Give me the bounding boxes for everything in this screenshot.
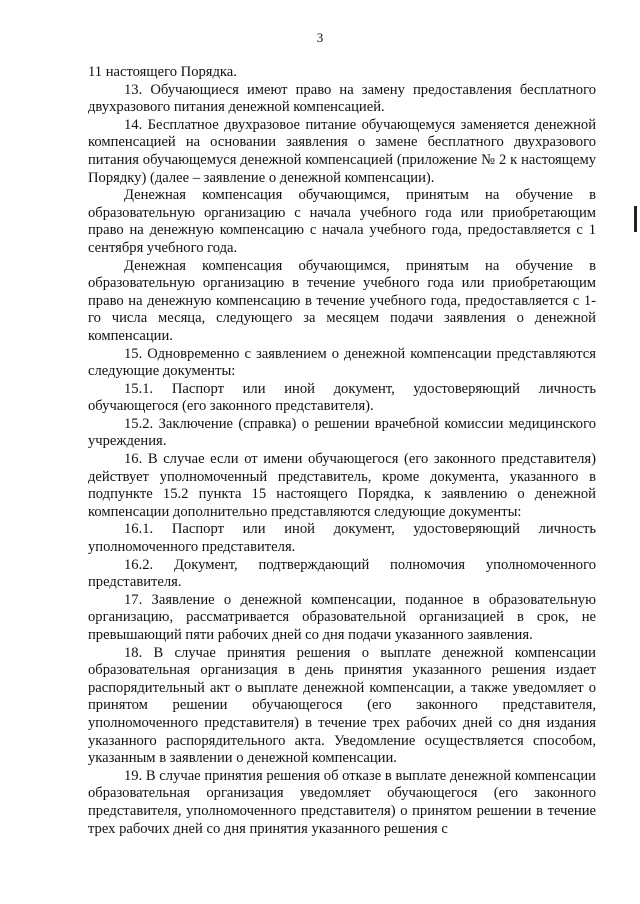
- paragraph-17: 17. Заявление о денежной компенсации, поданное в образовательную организацию, рассматривается образовательной организацией в срок, не превышающий пяти рабочих дней со дня подачи указанного заявления.: [88, 591, 596, 643]
- paragraph-18: 18. В случае принятия решения о выплате денежной компенсации образовательная организация в день принятия указанного решения издает распорядительный акт о выплате денежной компенсации, а также уведомляет о принятом решении обучающегося (его законного представителя, уполномоченного представителя) в течение трех рабочих дней со дня издания указанного распорядительного акта. Уведомление осуществляется способом, указанным в заявлении о денежной компенсации.: [88, 644, 596, 767]
- paragraph-13: 13. Обучающиеся имеют право на замену предоставления бесплатного двухразового питания денежной компенсацией.: [88, 81, 596, 116]
- paragraph-19: 19. В случае принятия решения об отказе в выплате денежной компенсации образовательная организация уведомляет обучающегося (его законного представителя, уполномоченного представителя) о принятом решении в течение трех рабочих дней со дня принятия указанного решения с: [88, 767, 596, 837]
- paragraph-continuation: 11 настоящего Порядка.: [88, 64, 237, 80]
- paragraph-15: 15. Одновременно с заявлением о денежной компенсации представляются следующие документы:: [88, 345, 596, 380]
- paragraph-15-1: 15.1. Паспорт или иной документ, удостоверяющий личность обучающегося (его законного представителя).: [88, 380, 596, 415]
- document-body: [88, 64, 596, 838]
- paragraph-16-2: 16.2. Документ, подтверждающий полномочия уполномоченного представителя.: [88, 556, 596, 591]
- paragraph-16: 16. В случае если от имени обучающегося (его законного представителя) действует уполномоченный представитель, кроме документа, указанного в подпункте 15.2 пункта 15 настоящего Порядка, к заявлению о денежной компенсации дополнительно представляются следующие документы:: [88, 451, 596, 520]
- scan-edge-mark: [634, 206, 637, 232]
- paragraph-compensation-start-of-year: Денежная компенсация обучающимся, принятым на обучение в образовательную организацию с начала учебного года или приобретающим право на денежную компенсацию с начала учебного года, предоставляется с 1 сентября учебного года.: [88, 187, 596, 256]
- paragraph-compensation-during-year: Денежная компенсация обучающимся, принятым на обучение в образовательную организацию в течение учебного года или приобретающим право на денежную компенсацию в течение учебного года, предоставляется с 1-го числа месяца, следующего за месяцем подачи заявления о денежной компенсации.: [88, 257, 596, 344]
- paragraph-15-2: 15.2. Заключение (справка) о решении врачебной комиссии медицинского учреждения.: [88, 415, 596, 450]
- paragraph-14: 14. Бесплатное двухразовое питание обучающемуся заменяется денежной компенсацией на основании заявления о замене бесплатного двухразового питания обучающемуся денежной компенсацией (приложение № 2 к настоящему Порядку) (далее – заявление о денежной компенсации).: [88, 116, 596, 186]
- page-number: 3: [316, 30, 324, 45]
- paragraph-16-1: 16.1. Паспорт или иной документ, удостоверяющий личность уполномоченного представителя.: [88, 521, 596, 556]
